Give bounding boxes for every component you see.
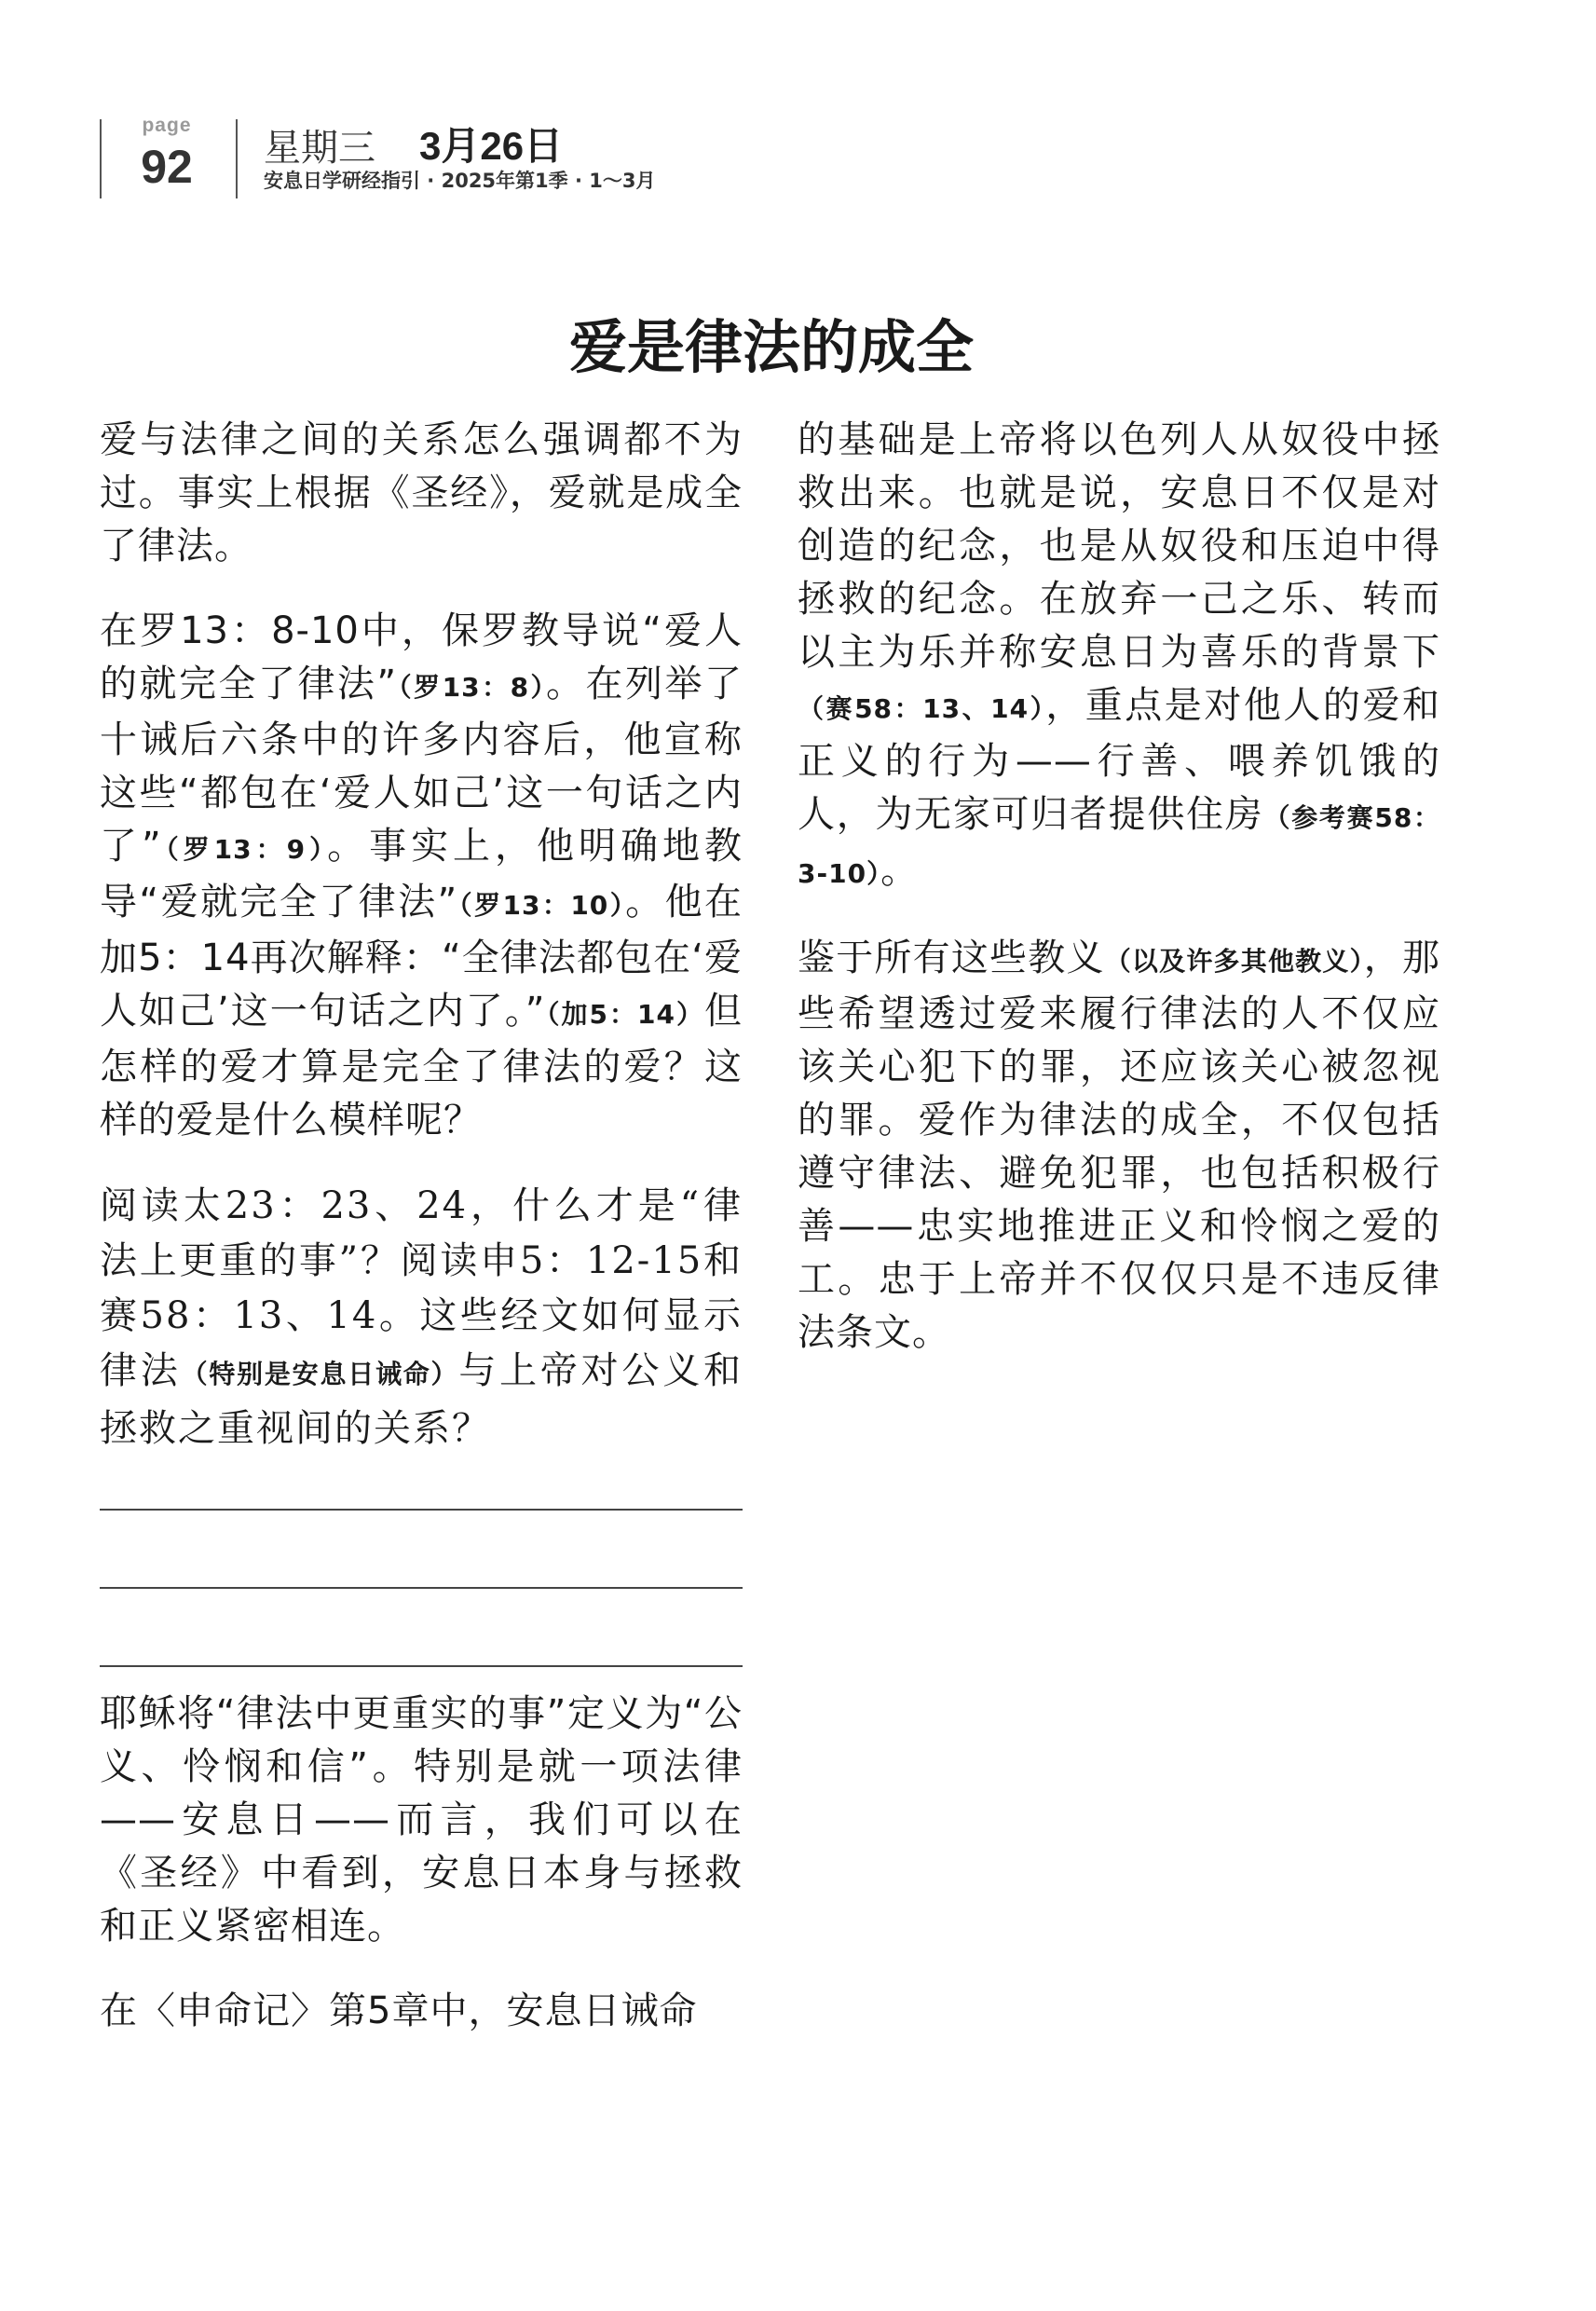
scripture-ref: （参考赛58：3-10） xyxy=(798,802,1441,889)
scripture-ref: （罗13：10） xyxy=(457,890,626,921)
answer-line-2[interactable] xyxy=(100,1587,743,1589)
guide-subtitle: 安息日学研经指引 · 2025年第1季 · 1～3月 xyxy=(264,170,656,192)
answer-line-3[interactable] xyxy=(100,1665,743,1667)
page-number: 92 xyxy=(141,141,193,193)
scripture-ref: （罗13：8） xyxy=(397,672,547,703)
lesson-title: 爱是律法的成全 xyxy=(568,313,974,381)
scripture-ref: （以及许多其他教义） xyxy=(1104,946,1364,977)
date: 3月26日 xyxy=(419,124,564,168)
left-column xyxy=(100,414,743,2070)
scripture-ref: （赛58：13、14） xyxy=(798,693,1046,724)
scripture-ref: （特别是安息日诫命） xyxy=(181,1359,459,1389)
justice-paragraph: 耶稣将“律法中更重实的事”定义为“公义、怜悯和信”。特别是就一项法律——安息日——而言，我们可以在《圣经》中看到，安息日本身与拯救和正义紧密相连。 xyxy=(100,1692,743,1948)
intro-paragraph: 爱与法律之间的关系怎么强调都不为过。事实上根据《圣经》，爱就是成全了律法。 xyxy=(100,418,743,567)
scripture-ref: （罗13：9） xyxy=(161,834,328,865)
scripture-ref: （加5：14） xyxy=(545,999,705,1030)
romans-paragraph: 在罗13：8-10中，保罗教导说“爱人的就完全了律法”（罗13：8）。在列举了十诫后六条中的许多内容后，他宣称这些“都包在‘爱人如己’这一句话之内了”（罗13：9）。事实上，他明确地教导“爱就完全了律法”（罗13：10）。他在加5：14再次解释：“全律法都包在‘爱人如己’这一句话之内了。”（加5：14）但怎样的爱才算是完全了律法的爱？这样的爱是什么模样呢？ xyxy=(100,609,743,1142)
teachings-paragraph: 鉴于所有这些教义（以及许多其他教义），那些希望透过爱来履行律法的人不仅应该关心犯下的罪，还应该关心被忽视的罪。爱作为律法的成全，不仅包括遵守律法、避免犯罪，也包括积极行善——忠实地推进正义和怜悯之爱的工。忠于上帝并不仅仅只是不违反律法条文。 xyxy=(798,937,1441,1354)
answer-line-1[interactable] xyxy=(100,1509,743,1511)
page-label: page xyxy=(142,115,192,136)
header-divider-left xyxy=(100,119,102,198)
study-question: 阅读太23：23、24，什么才是“律法上更重的事”？阅读申5：12-15和赛58：13、14。这些经文如何显示律法（特别是安息日诫命）与上帝对公义和拯救之重视间的关系？ xyxy=(100,1184,743,1450)
right-column xyxy=(798,414,1440,1391)
deuteronomy-paragraph: 在〈申命记〉第5章中，安息日诫命 xyxy=(100,1990,698,2032)
sabbath-paragraph: 的基础是上帝将以色列人从奴役中拯救出来。也就是说，安息日不仅是对创造的纪念，也是从奴役和压迫中得拯救的纪念。在放弃一己之乐、转而以主为乐并称安息日为喜乐的背景下（赛58：13、14），重点是对他人的爱和正义的行为——行善、喂养饥饿的人，为无家可归者提供住房（参考赛58：3-10）。 xyxy=(798,418,1441,892)
weekday: 星期三 xyxy=(264,127,375,170)
header-divider-right xyxy=(236,119,238,198)
